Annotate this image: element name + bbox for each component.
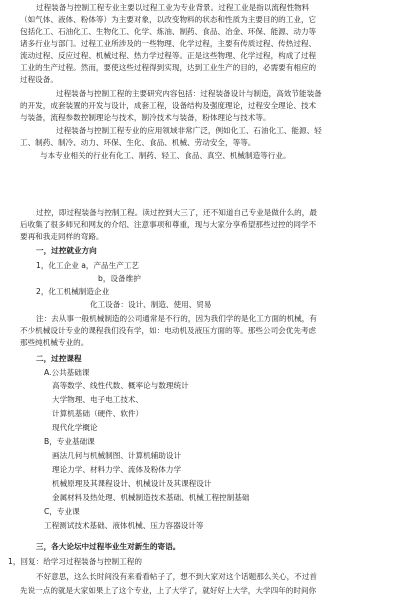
note-line: 那些纯机械专业的。: [20, 338, 89, 347]
intro-line: 诸多行业与部门。过程工业所涉及的一些物理、化学过程，主要有传质过程、传热过程、: [20, 39, 317, 48]
intro-line: 过程装备与控制工程的主要研究内容包括：过程装备设计与制造，高效节能装备: [56, 89, 322, 98]
intro-line: 流动过程、反应过程、机械过程、热力学过程等。正是这些物理、化学过程，构成了过程: [20, 51, 317, 60]
intro-line: 包括化工、石油化工、生物化工、化学、炼油、制药、食品、冶金、环保、能源、动力等: [20, 27, 317, 36]
course-line: 现代化学概论: [52, 423, 98, 432]
list-item: 1，化工企业 a，产品生产工艺: [36, 261, 140, 270]
note-line: 注：去从事一般机械制造的公司通常是不行的，因为我们学的是化工方面的机械，有: [36, 314, 317, 323]
course-line: 计算机基础（硬件、软件）: [52, 409, 144, 418]
section-heading: 一，过控就业方向: [36, 246, 97, 255]
course-line: 机械原理及其课程设计、机械设计及其课程设计: [52, 479, 212, 488]
intro-line: 过程装备与控制工程专业主要以过程工业为专业背景。过程工业是指以流程性物料: [36, 3, 310, 12]
intro-line: 与本专业相关的行业有化工、制药、轻工、食品、真空、机械制造等行业。: [40, 151, 291, 160]
list-item: 2，化工机械制造企业: [36, 287, 110, 296]
intro-line: 与装备，流程参数控制理论与技术，制冷技术与装备，粉体理论与技术等。: [20, 113, 271, 122]
course-line: 工程测试技术基础、液体机械、压力容器设计等: [44, 521, 204, 530]
course-line: 金属材料及热处理、机械制造技术基础、机械工程控制基础: [52, 493, 250, 502]
list-item: b，设备维护: [98, 274, 141, 283]
note-line: 不少机械设计专业的课程我们没有学，如：电动机及液压方面的等。那些公司会优先考虑: [20, 326, 317, 335]
course-line: 高等数学、线性代数、概率论与数理统计: [52, 381, 189, 390]
course-line: 理论力学、材料力学、流体及粉体力学: [52, 465, 182, 474]
group-label: C，专业课: [44, 507, 80, 516]
course-line: 大学物理、电子电工技术、: [52, 395, 144, 404]
reply-para-line: 先说一点的就是大家如果上了这个专业，上了大学了，就好好上大学，大学四年的时间你: [20, 586, 317, 595]
intro-line: 工业的生产过程。然而，要使这些过程得到实现，达到工业生产的目的，必需要有相应的: [20, 63, 317, 72]
intro-line: 工、制药、制冷、动力、环保、生化、食品、机械、劳动安全，等等。: [20, 138, 256, 147]
intro-line: 过程设备。: [20, 75, 58, 84]
preface-line: 过控，即过程装备与控制工程。读过控到大三了，还不知道自己专业是做什么的，最: [36, 208, 317, 217]
reply-line: 1，回复：给学习过程装备与控制工程的: [8, 557, 142, 566]
reply-para-line: 不好意思，这么长时间没有来看看帖子了，想不到大家对这个话题那么关心，不过首: [36, 572, 317, 581]
intro-line: （如气体、液体、粉体等）为主要对象，以改变物料的状态和性质为主要目的的工业，它: [20, 15, 317, 24]
preface-line: 要再和我走同样的弯路。: [20, 232, 104, 241]
section-heading: 二，过控课程: [36, 354, 82, 363]
list-item: 化工设备：设计、制造、使用、贸易: [90, 300, 212, 309]
intro-line: 的开发，成套装置的开发与设计，成套工程，设备结构及强度理论，过程安全理论、技术: [20, 101, 317, 110]
group-label: B，专业基础课: [44, 437, 95, 446]
preface-line: 后收集了很多师兄和网友的介绍、注意事项和尊重，现与大家分享希望那些过控的同学不: [20, 220, 317, 229]
section-heading: 三，各大论坛中过程毕业生对新生的寄语。: [36, 542, 181, 551]
intro-line: 过程装备与控制工程专业的应用领域非常广泛，例如化工、石油化工、能源、轻: [56, 126, 322, 135]
course-line: 画法几何与机械制图、计算机辅助设计: [52, 451, 182, 460]
group-label: A.公共基础课: [44, 368, 90, 377]
